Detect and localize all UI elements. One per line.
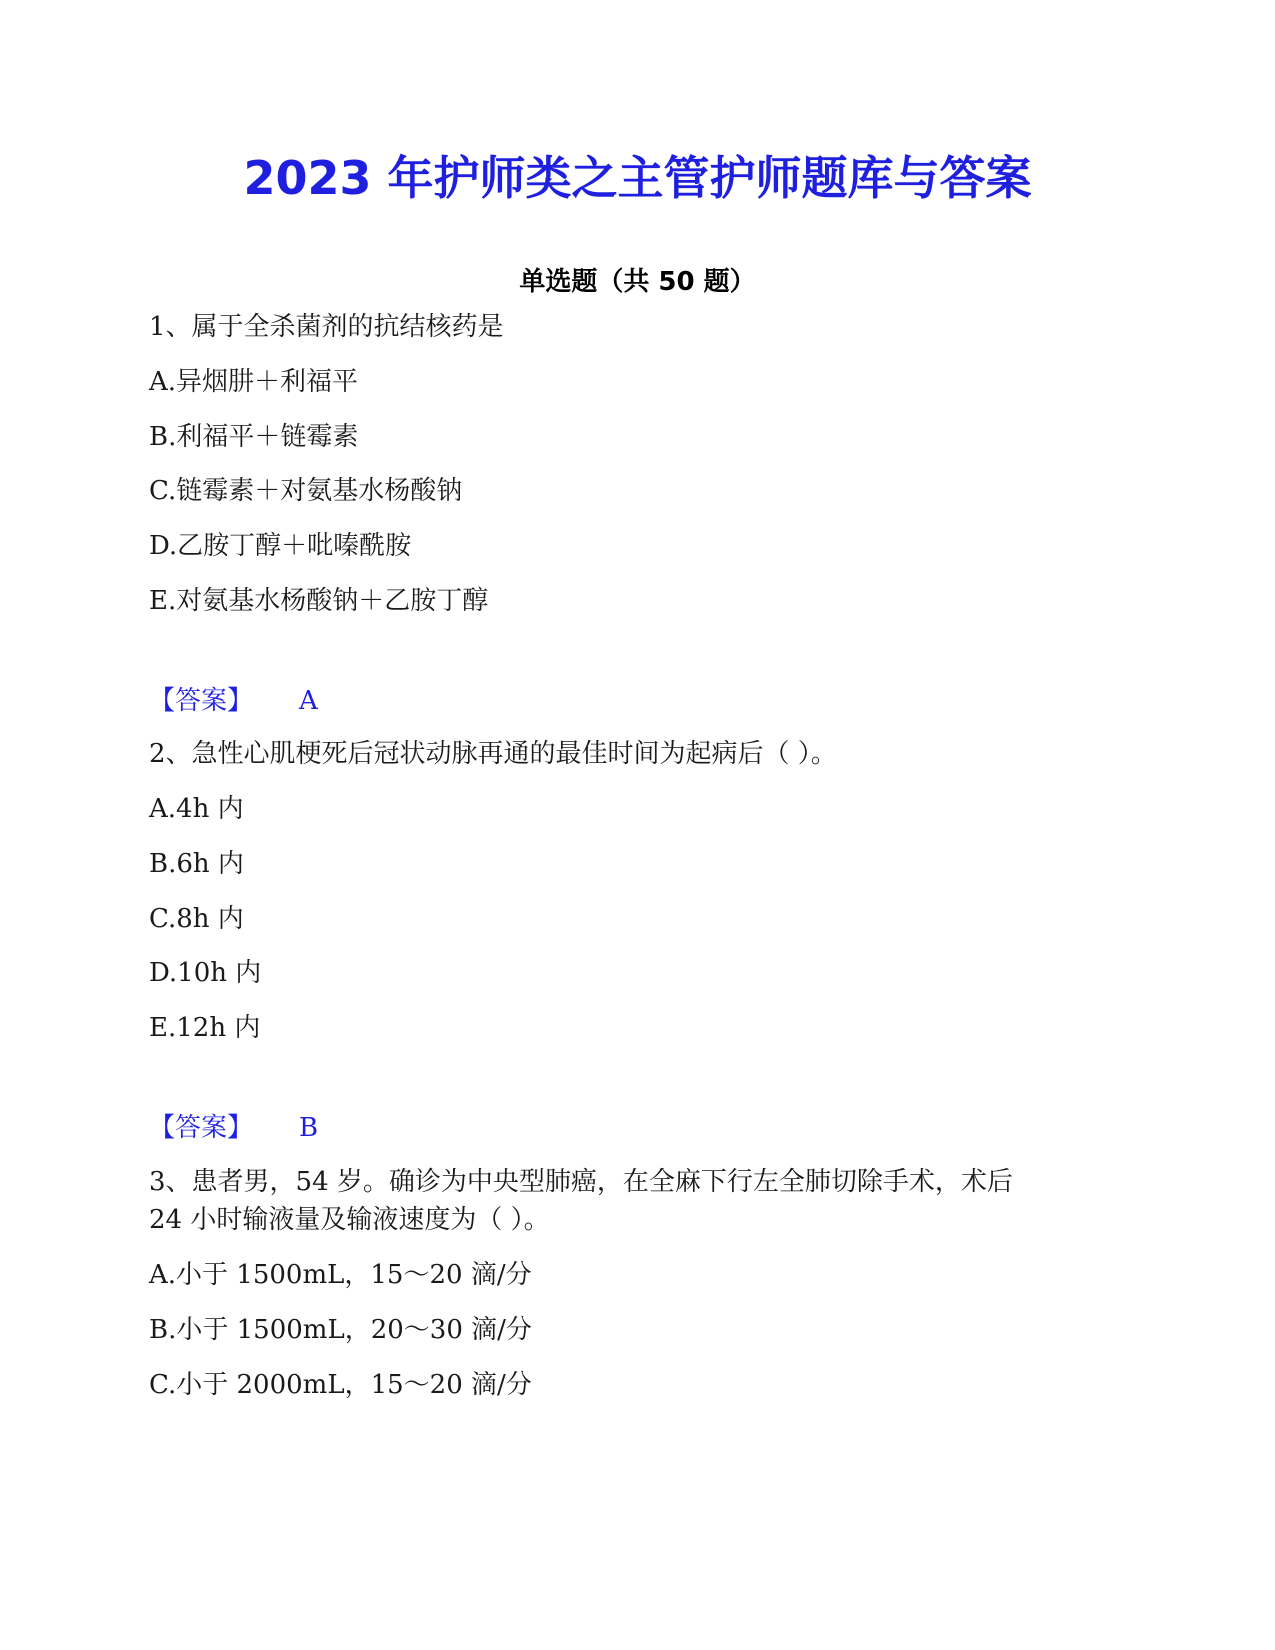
question-2-option-c: C.8h 内 — [149, 904, 244, 934]
question-3-option-a: A.小于 1500mL，15～20 滴/分 — [149, 1260, 532, 1290]
question-2-option-e: E.12h 内 — [149, 1013, 261, 1043]
question-3-option-c: C.小于 2000mL，15～20 滴/分 — [149, 1370, 532, 1400]
question-2-option-b: B.6h 内 — [149, 849, 244, 879]
answer-value: A — [299, 686, 318, 716]
question-1-answer — [149, 682, 318, 720]
document-title: 2023 年护师类之主管护师题库与答案 — [243, 151, 1032, 205]
question-1-option-d: D.乙胺丁醇＋吡嗪酰胺 — [149, 531, 412, 561]
section-title: 单选题（共 50 题） — [519, 267, 756, 297]
answer-label: 【答案】 — [149, 1113, 254, 1143]
question-1-option-c: C.链霉素＋对氨基水杨酸钠 — [149, 476, 463, 506]
question-2-stem: 2、急性心肌梗死后冠状动脉再通的最佳时间为起病后（ ）。 — [149, 739, 837, 769]
question-1-stem: 1、属于全杀菌剂的抗结核药是 — [149, 312, 504, 342]
question-2-option-d: D.10h 内 — [149, 958, 262, 988]
answer-value: B — [299, 1113, 319, 1143]
question-2-answer — [149, 1109, 318, 1147]
answer-label: 【答案】 — [149, 686, 254, 716]
question-2-option-a: A.4h 内 — [149, 794, 244, 824]
question-1-option-e: E.对氨基水杨酸钠＋乙胺丁醇 — [149, 586, 489, 616]
question-3-option-b: B.小于 1500mL，20～30 滴/分 — [149, 1315, 532, 1345]
question-3-stem-line-2: 24 小时输液量及输液速度为（ ）。 — [149, 1205, 550, 1235]
question-1-option-a: A.异烟肼＋利福平 — [149, 367, 359, 397]
question-1-option-b: B.利福平＋链霉素 — [149, 422, 359, 452]
question-3-stem-line-1: 3、患者男，54 岁。确诊为中央型肺癌，在全麻下行左全肺切除手术，术后 — [149, 1167, 1013, 1197]
